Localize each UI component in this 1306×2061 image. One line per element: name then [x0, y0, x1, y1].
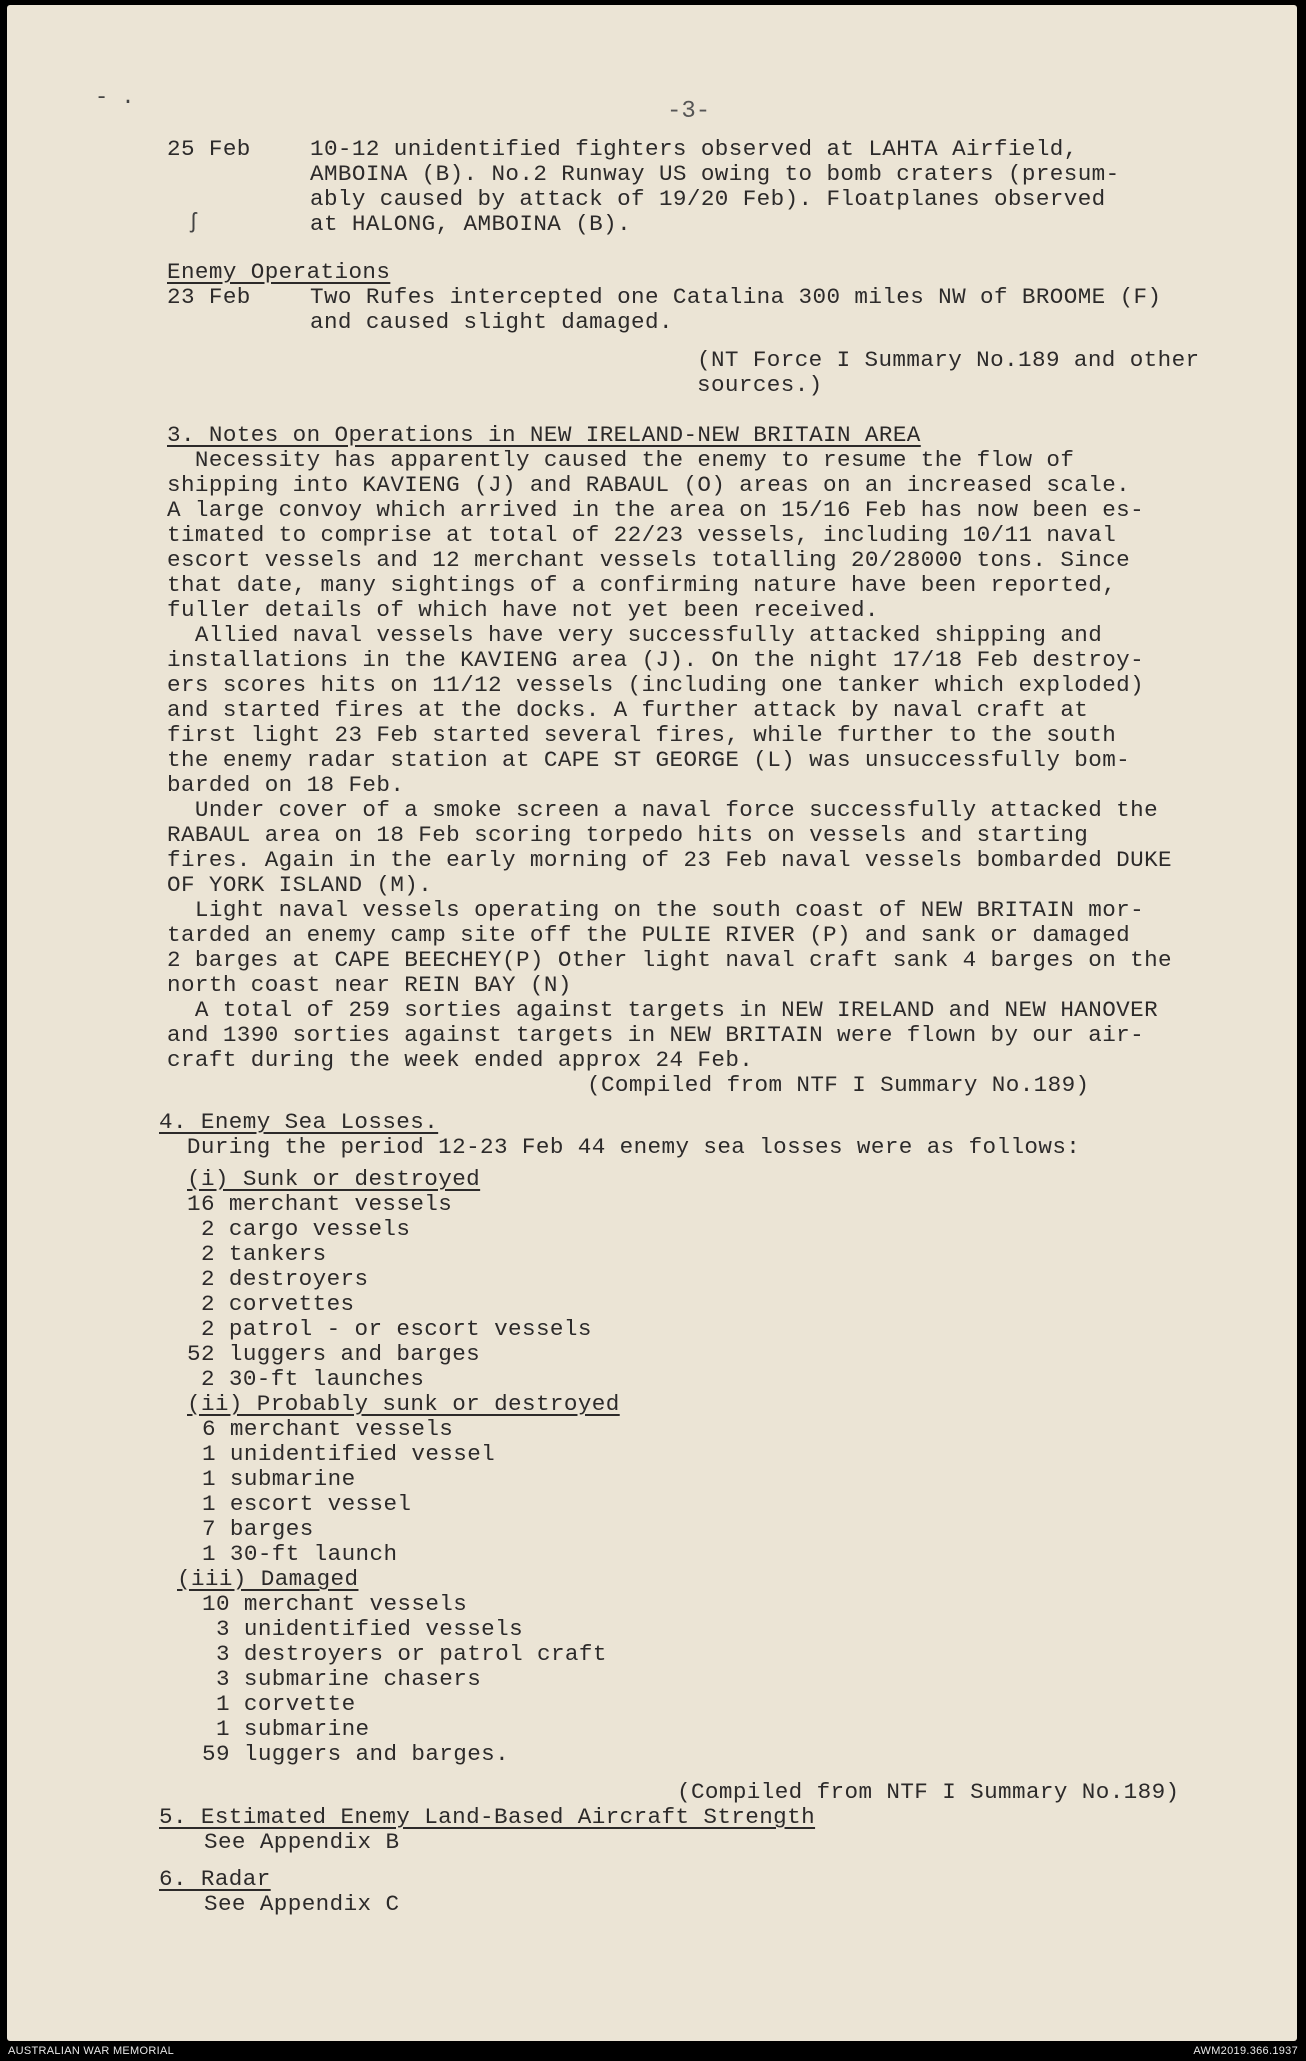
list-item: 7 barges	[202, 1516, 314, 1542]
list-item: 52 luggers and barges	[187, 1341, 481, 1367]
text-line: the enemy radar station at CAPE ST GEORGE (L) was unsuccessfully bom-	[167, 747, 1131, 773]
page-number: -3-	[667, 98, 711, 125]
section-heading: 5. Estimated Enemy Land-Based Aircraft Strength	[159, 1804, 816, 1830]
list-item: 1 30-ft launch	[202, 1541, 398, 1567]
text-line: 2 barges at CAPE BEECHEY(P) Other light naval craft sank 4 barges on the	[167, 947, 1173, 973]
subsection-heading: (i) Sunk or destroyed	[187, 1166, 481, 1192]
ink-mark: ʃ	[187, 210, 201, 235]
list-item: 1 submarine	[202, 1466, 356, 1492]
text-line: AMBOINA (B). No.2 Runway US owing to bomb craters (presum-	[310, 161, 1120, 187]
text-line: timated to comprise at total of 22/23 vessels, including 10/11 naval	[167, 522, 1117, 548]
ink-mark: - .	[95, 85, 135, 110]
date-label: 25 Feb	[167, 136, 251, 162]
source-note: sources.)	[697, 372, 823, 398]
list-item: 16 merchant vessels	[187, 1191, 453, 1217]
list-item: 2 tankers	[187, 1241, 327, 1267]
text-line: shipping into KAVIENG (J) and RABAUL (O) areas on an increased scale.	[167, 472, 1131, 498]
section-heading: 4. Enemy Sea Losses.	[159, 1109, 439, 1135]
text-line: north coast near REIN BAY (N)	[167, 972, 572, 998]
text-line: that date, many sightings of a confirming nature have been reported,	[167, 572, 1117, 598]
list-item: 1 unidentified vessel	[202, 1441, 496, 1467]
list-item: 6 merchant vessels	[202, 1416, 454, 1442]
list-item: 2 cargo vessels	[187, 1216, 411, 1242]
list-item: 3 submarine chasers	[202, 1666, 482, 1692]
footer-accession: AWM2019.366.1937	[1193, 2045, 1298, 2057]
list-item: 59 luggers and barges.	[202, 1741, 510, 1767]
subsection-heading: (ii) Probably sunk or destroyed	[187, 1391, 620, 1417]
list-item: 2 destroyers	[187, 1266, 369, 1292]
text-line: Light naval vessels operating on the south coast of NEW BRITAIN mor-	[167, 897, 1145, 923]
list-item: 1 corvette	[202, 1691, 356, 1717]
text-line: OF YORK ISLAND (M).	[167, 872, 433, 898]
text-line: tarded an enemy camp site off the PULIE RIVER (P) and sank or damaged	[167, 922, 1131, 948]
text-line: first light 23 Feb started several fires, while further to the south	[167, 722, 1117, 748]
date-label: 23 Feb	[167, 284, 251, 310]
source-note: (NT Force I Summary No.189 and other	[697, 347, 1200, 373]
footer-credit: AUSTRALIAN WAR MEMORIAL	[8, 2045, 175, 2057]
text-line: A large convoy which arrived in the area on 15/16 Feb has now been es-	[167, 497, 1145, 523]
text-line: and started fires at the docks. A further attack by naval craft at	[167, 697, 1089, 723]
text-line: See Appendix B	[204, 1829, 400, 1855]
text-line: ers scores hits on 11/12 vessels (including one tanker which exploded)	[167, 672, 1145, 698]
subsection-heading: (iii) Damaged	[177, 1566, 359, 1592]
document-page	[7, 5, 1297, 2041]
text-line: at HALONG, AMBOINA (B).	[310, 211, 632, 237]
text-line: During the period 12-23 Feb 44 enemy sea losses were as follows:	[159, 1134, 1081, 1160]
text-line: See Appendix C	[204, 1891, 400, 1917]
list-item: 1 escort vessel	[202, 1491, 412, 1517]
text-line: installations in the KAVIENG area (J). On the night 17/18 Feb destroy-	[167, 647, 1145, 673]
text-line: Allied naval vessels have very successfully attacked shipping and	[167, 622, 1103, 648]
text-line: fuller details of which have not yet been received.	[167, 597, 879, 623]
text-line: and 1390 sorties against targets in NEW BRITAIN were flown by our air-	[167, 1022, 1145, 1048]
list-item: 3 unidentified vessels	[202, 1616, 524, 1642]
section-heading: 3. Notes on Operations in NEW IRELAND-NEW BRITAIN AREA	[167, 422, 921, 448]
text-line: Necessity has apparently caused the enemy to resume the flow of	[167, 447, 1075, 473]
text-line: barded on 18 Feb.	[167, 772, 405, 798]
section-heading: 6. Radar	[159, 1866, 271, 1892]
source-note: (Compiled from NTF I Summary No.189)	[677, 1779, 1180, 1805]
section-heading: Enemy Operations	[167, 259, 391, 285]
text-line: ably caused by attack of 19/20 Feb). Floatplanes observed	[310, 186, 1106, 212]
list-item: 2 corvettes	[187, 1291, 355, 1317]
list-item: 3 destroyers or patrol craft	[202, 1641, 607, 1667]
list-item: 2 patrol - or escort vessels	[187, 1316, 592, 1342]
text-line: fires. Again in the early morning of 23 Feb naval vessels bombarded DUKE	[167, 847, 1173, 873]
text-line: Two Rufes intercepted one Catalina 300 miles NW of BROOME (F)	[310, 284, 1162, 310]
text-line: and caused slight damaged.	[310, 309, 673, 335]
text-line: 10-12 unidentified fighters observed at LAHTA Airfield,	[310, 136, 1078, 162]
source-note: (Compiled from NTF I Summary No.189)	[587, 1072, 1090, 1098]
list-item: 2 30-ft launches	[187, 1366, 425, 1392]
text-line: A total of 259 sorties against targets in NEW IRELAND and NEW HANOVER	[167, 997, 1159, 1023]
text-line: Under cover of a smoke screen a naval force successfully attacked the	[167, 797, 1159, 823]
text-line: RABAUL area on 18 Feb scoring torpedo hits on vessels and starting	[167, 822, 1089, 848]
list-item: 1 submarine	[202, 1716, 370, 1742]
list-item: 10 merchant vessels	[202, 1591, 468, 1617]
text-line: escort vessels and 12 merchant vessels totalling 20/28000 tons. Since	[167, 547, 1131, 573]
text-line: craft during the week ended approx 24 Feb.	[167, 1047, 754, 1073]
